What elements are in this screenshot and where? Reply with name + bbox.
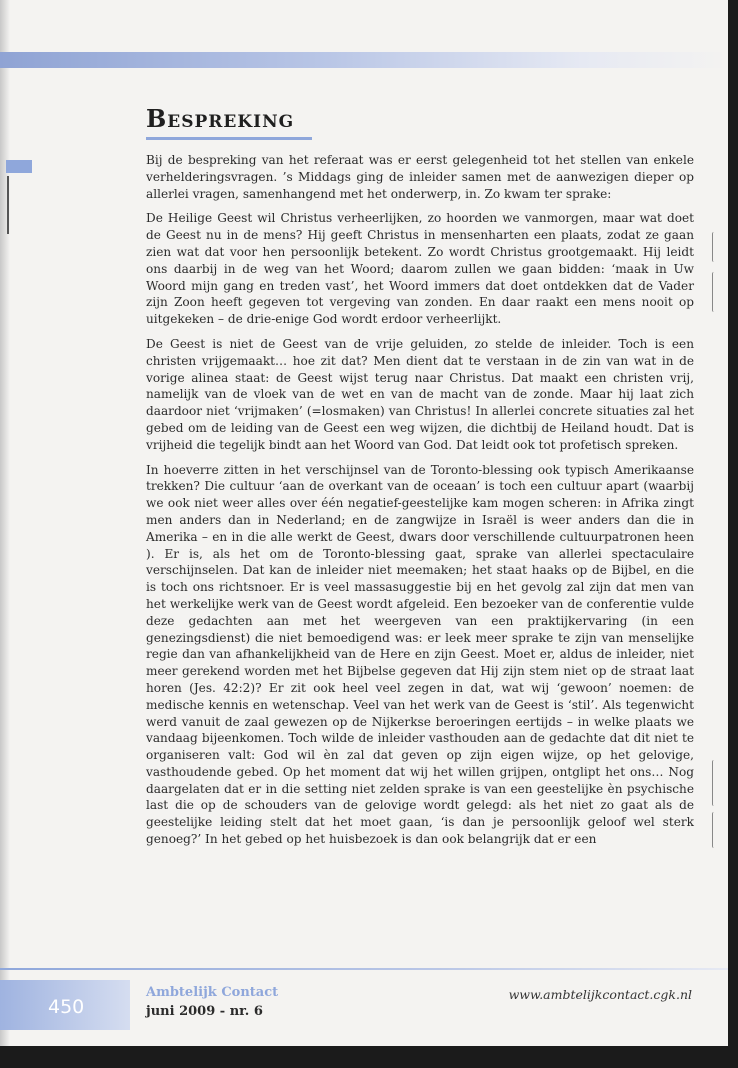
paragraph-2: De Heilige Geest wil Christus verheerlijken, zo hoorden we vanmorgen, maar wat doet de Geest nu in de mens? Hij geeft Christus in mensenharten een plaats, zodat ze gaan zien wat dat voor hen persoonlijk betekent. Zo wordt Christus grootgemaakt. Hij leidt ons daarbij in de weg van het Woord; daarom zullen we gaan bidden: ‘maak in Uw Woord mijn gang en treden vast’, het Woord immers dat doet ontdekken dat de Vader zijn Zoon heeft gegeven tot vergeving van zonden. En daar raakt een mens nooit op uitgekeken – de drie-enige God wordt erdoor verheerlijkt.: [146, 211, 694, 327]
side-tab-marker: [6, 160, 32, 173]
margin-bracket-mark: [712, 272, 717, 312]
journal-name: Ambtelijk Contact: [146, 985, 279, 1000]
website-url: www.ambtelijkcontact.cgk.nl: [508, 987, 692, 1002]
margin-bracket-mark: [712, 812, 717, 848]
page-number: 450: [48, 996, 85, 1018]
page-edge-shadow: [0, 0, 10, 1046]
page-title: Bespreking: [146, 104, 295, 133]
paragraph-4: In hoeverre zitten in het verschijnsel van de Toronto-blessing ook typisch Amerikaanse trekken? Die cultuur ‘aan de overkant van de oceaan’ is toch een cultuur apart (waarbij we ook niet weer alles over één negatief-geestelijke kam mogen scheren: in Afrika zingt men anders dan in Nederland; en de zangwijze in Israël is weer anders dan die in Amerika – en in die alle werkt de Geest, dwars door verschillende cultuurpatronen heen ). Er is, als het om de Toronto-blessing gaat, sprake van allerlei spectaculaire verschijnselen. Dat kan de inleider niet meemaken; het staat haaks op de Bijbel, en die is toch ons richtsnoer. Er is veel massasuggestie bij en het gevolg zal zijn dat men van het werkelijke werk van de Geest wordt afgeleid. Een bezoeker van de conferentie vulde deze gedachten aan met het weergeven van een praktijkervaring (in een genezingsdienst) die niet bemoedigend was: er leek meer sprake te zijn van menselijke regie dan van afhankelijkheid van de Here en zijn Geest. Moet er, aldus de inleider, niet meer gerekend worden met het Bijbelse gegeven dat Hij zijn stem niet op de straat laat horen (Jes. 42:2)? Er zit ook heel veel zegen in dat, wat wij ‘gewoon’ noemen: de medische kennis en wetenschap. Veel van het werk van de Geest is ‘stil’. Als tegenwicht werd vanuit de zaal gewezen op de Nijkerkse beroeringen eertijds – in welke plaats we vandaag bijeenkomen. Toch wilde de inleider vasthouden aan de gedachte dat dit niet te organiseren valt: God wil èn zal dat geven op zijn eigen wijze, op het gelovige, vasthoudende gebed. Op het moment dat wij het willen grijpen, ontglipt het ons… Nog daargelaten dat er in die setting niet zelden sprake is van een geestelijke èn psychische last die op de schouders van de gelovige wordt gelegd: als het niet zo gaat als de geestelijke leiding stelt dat het moet gaan, ‘is dan je persoonlijk geloof wel sterk genoeg?’ In het gebed op het huisbezoek is dan ook belangrijk dat er een: [146, 462, 694, 847]
issue-info: juni 2009 - nr. 6: [146, 1004, 263, 1019]
margin-bracket-mark: [712, 232, 717, 262]
article-body: [146, 152, 694, 856]
footer-rule: [0, 968, 728, 970]
top-color-band: [0, 52, 728, 68]
paragraph-3: De Geest is niet de Geest van de vrije geluiden, zo stelde de inleider. Toch is een christen vrijgemaakt… hoe zit dat? Men dient dat te verstaan in de zin van wat in de vorige alinea staat: de Geest wijst terug naar Christus. Dat maakt een christen vrij, namelijk van de vloek van de wet en van de macht van de zonde. Maar hij laat zich daardoor niet ‘vrijmaken’ (=losmaken) van Christus! In allerlei concrete situaties zal het gebed om de leiding van de Geest een weg wijzen, die dichtbij de Heiland houdt. Dat is vrijheid die tegelijk bindt aan het Woord van God. Dat leidt ook tot profetisch spreken.: [146, 336, 694, 452]
margin-bracket-mark: [712, 760, 717, 806]
side-rule: [7, 176, 9, 234]
title-underline: [146, 137, 312, 140]
paragraph-1: Bij de bespreking van het referaat was er eerst gelegenheid tot het stellen van enkele verhelderingsvragen. ’s Middags ging de inleider samen met de aanwezigen dieper op allerlei vragen, samenhangend met het onderwerp, in. Zo kwam ter sprake:: [146, 153, 694, 201]
